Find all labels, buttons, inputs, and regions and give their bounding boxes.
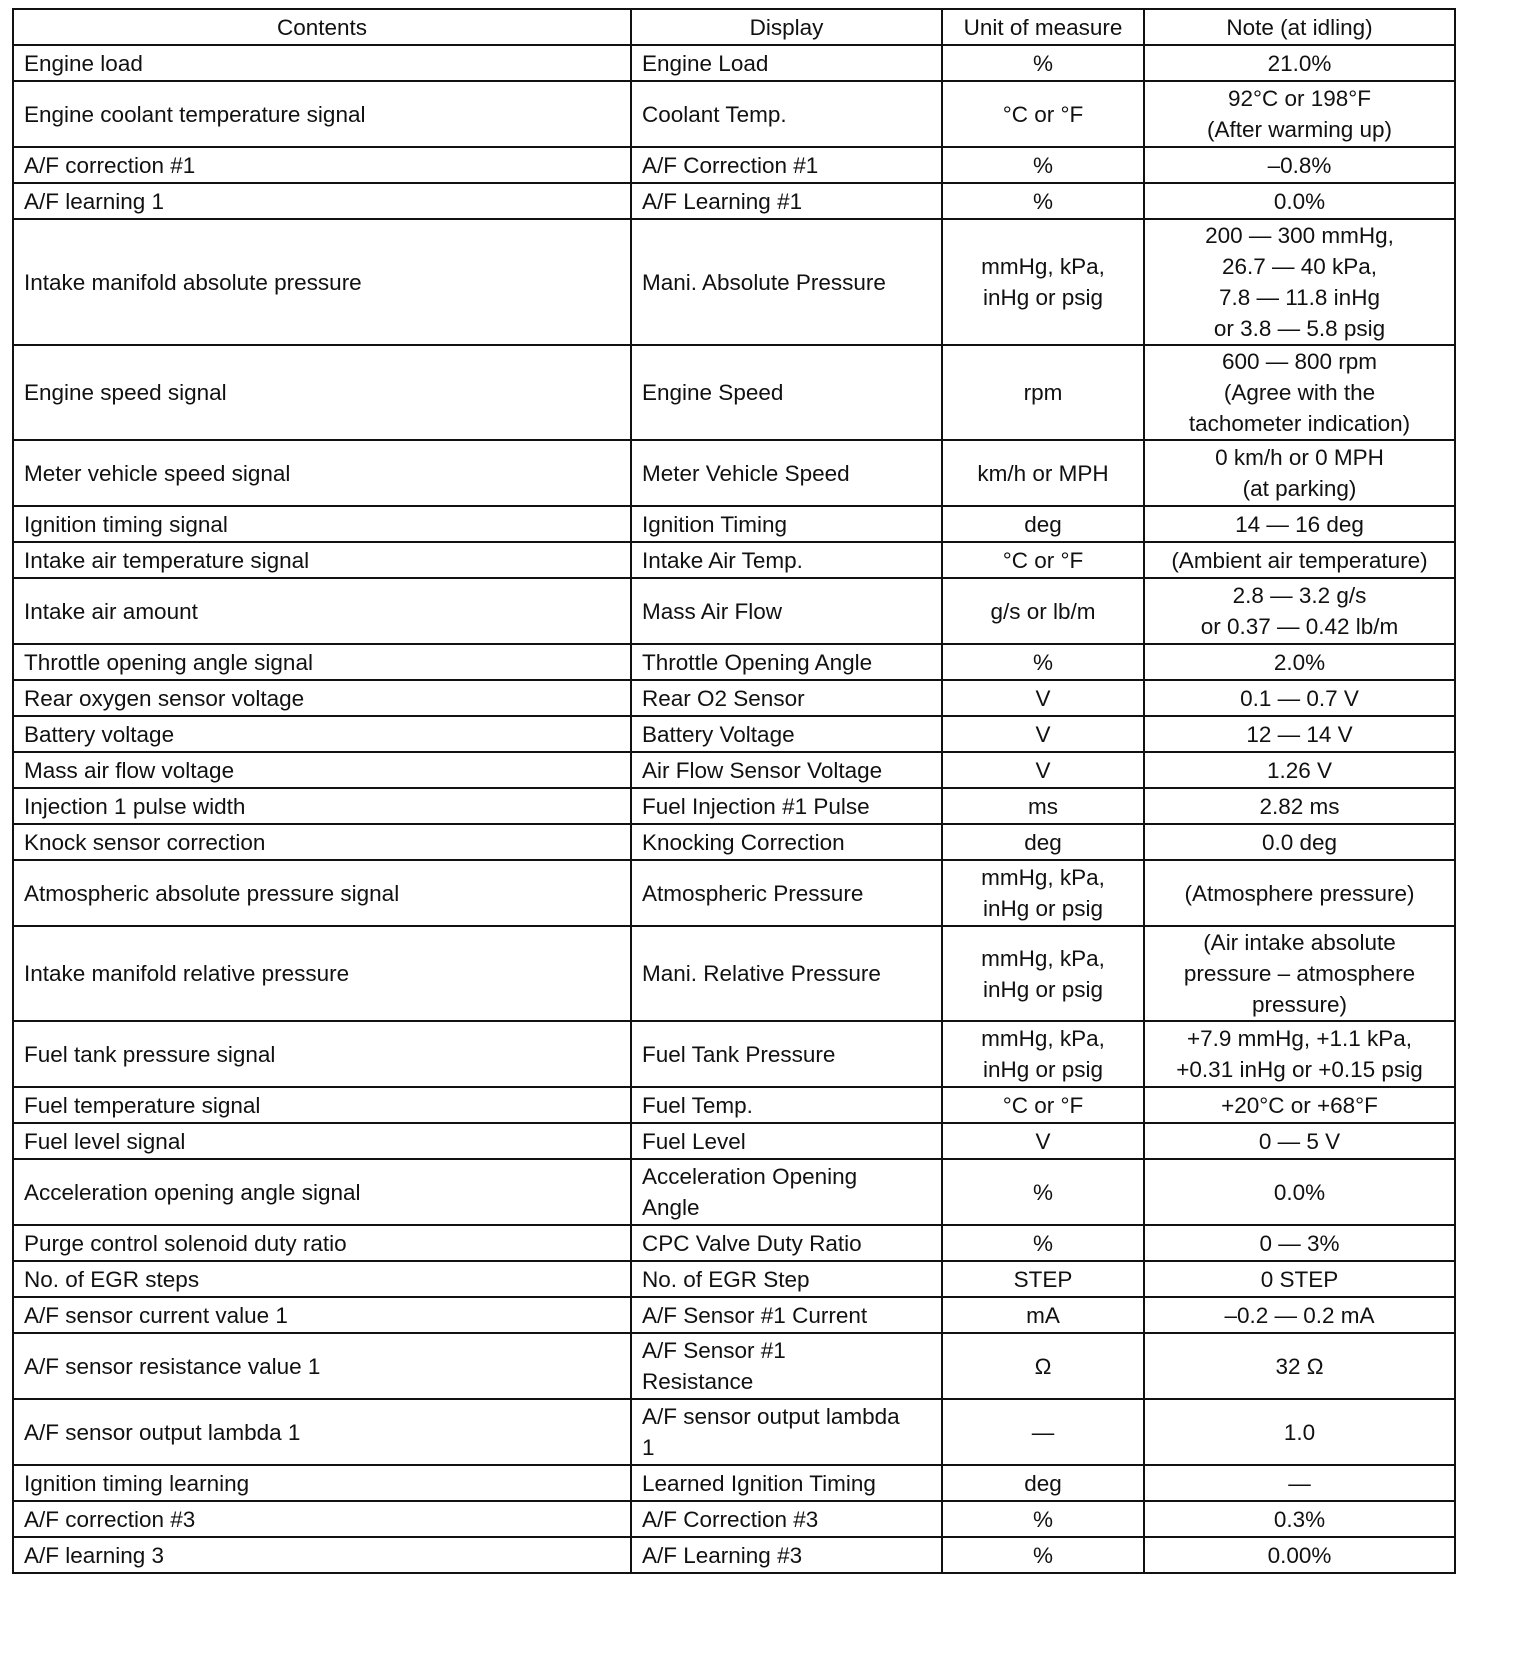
cell-display: Ignition Timing: [631, 506, 942, 542]
table-row: [13, 1399, 1455, 1465]
cell-display: Air Flow Sensor Voltage: [631, 752, 942, 788]
cell-unit: °C or °F: [942, 81, 1144, 147]
table-row: [13, 788, 1455, 824]
cell-contents: Engine coolant temperature signal: [13, 81, 631, 147]
cell-contents: Battery voltage: [13, 716, 631, 752]
cell-contents: Acceleration opening angle signal: [13, 1159, 631, 1225]
cell-note: 2.82 ms: [1144, 788, 1455, 824]
table-row: [13, 1297, 1455, 1333]
cell-contents: Throttle opening angle signal: [13, 644, 631, 680]
cell-contents: Meter vehicle speed signal: [13, 440, 631, 506]
cell-display: Mani. Relative Pressure: [631, 926, 942, 1021]
cell-note: 0 — 3%: [1144, 1225, 1455, 1261]
cell-display: No. of EGR Step: [631, 1261, 942, 1297]
cell-display: Fuel Temp.: [631, 1087, 942, 1123]
table-row: [13, 752, 1455, 788]
table-row: [13, 345, 1455, 440]
cell-display: Meter Vehicle Speed: [631, 440, 942, 506]
cell-note: —: [1144, 1465, 1455, 1501]
cell-contents: Engine load: [13, 45, 631, 81]
cell-unit: g/s or lb/m: [942, 578, 1144, 644]
cell-display: A/F Learning #1: [631, 183, 942, 219]
cell-note: 1.26 V: [1144, 752, 1455, 788]
cell-display: Intake Air Temp.: [631, 542, 942, 578]
cell-display: Mani. Absolute Pressure: [631, 219, 942, 345]
cell-note: 0.3%: [1144, 1501, 1455, 1537]
cell-note: 21.0%: [1144, 45, 1455, 81]
table-row: [13, 1225, 1455, 1261]
cell-note: 14 — 16 deg: [1144, 506, 1455, 542]
cell-display: Rear O2 Sensor: [631, 680, 942, 716]
cell-note: 12 — 14 V: [1144, 716, 1455, 752]
cell-contents: Rear oxygen sensor voltage: [13, 680, 631, 716]
cell-note: +7.9 mmHg, +1.1 kPa, +0.31 inHg or +0.15 psig: [1144, 1021, 1455, 1087]
table-row: [13, 1087, 1455, 1123]
cell-contents: Ignition timing learning: [13, 1465, 631, 1501]
cell-unit: %: [942, 147, 1144, 183]
cell-display: Fuel Injection #1 Pulse: [631, 788, 942, 824]
cell-note: 0 STEP: [1144, 1261, 1455, 1297]
cell-unit: ms: [942, 788, 1144, 824]
cell-note: 0.0%: [1144, 183, 1455, 219]
cell-contents: A/F sensor output lambda 1: [13, 1399, 631, 1465]
cell-unit: V: [942, 1123, 1144, 1159]
cell-display: Coolant Temp.: [631, 81, 942, 147]
table-row: [13, 1159, 1455, 1225]
table-row: [13, 183, 1455, 219]
cell-contents: A/F correction #1: [13, 147, 631, 183]
cell-note: (Air intake absolute pressure – atmosphere pressure): [1144, 926, 1455, 1021]
cell-contents: Fuel temperature signal: [13, 1087, 631, 1123]
cell-note: 600 — 800 rpm (Agree with the tachometer indication): [1144, 345, 1455, 440]
cell-unit: rpm: [942, 345, 1144, 440]
cell-display: A/F Sensor #1 Current: [631, 1297, 942, 1333]
cell-display: Learned Ignition Timing: [631, 1465, 942, 1501]
header-display: Display: [631, 9, 942, 45]
cell-contents: A/F correction #3: [13, 1501, 631, 1537]
cell-unit: km/h or MPH: [942, 440, 1144, 506]
cell-unit: Ω: [942, 1333, 1144, 1399]
cell-unit: °C or °F: [942, 542, 1144, 578]
cell-unit: V: [942, 680, 1144, 716]
cell-unit: %: [942, 1537, 1144, 1573]
table-row: [13, 1021, 1455, 1087]
cell-note: 0.0%: [1144, 1159, 1455, 1225]
cell-contents: Intake manifold absolute pressure: [13, 219, 631, 345]
cell-note: 0.0 deg: [1144, 824, 1455, 860]
table-row: [13, 680, 1455, 716]
table-row: [13, 506, 1455, 542]
cell-note: (Atmosphere pressure): [1144, 860, 1455, 926]
cell-contents: No. of EGR steps: [13, 1261, 631, 1297]
table-row: [13, 860, 1455, 926]
cell-unit: %: [942, 644, 1144, 680]
cell-contents: Mass air flow voltage: [13, 752, 631, 788]
cell-note: –0.2 — 0.2 mA: [1144, 1297, 1455, 1333]
cell-note: 0 km/h or 0 MPH (at parking): [1144, 440, 1455, 506]
header-unit: Unit of measure: [942, 9, 1144, 45]
cell-note: 0.1 — 0.7 V: [1144, 680, 1455, 716]
cell-note: 0 — 5 V: [1144, 1123, 1455, 1159]
cell-unit: deg: [942, 824, 1144, 860]
cell-unit: mmHg, kPa, inHg or psig: [942, 219, 1144, 345]
data-table-page: [12, 8, 1454, 1574]
table-row: [13, 716, 1455, 752]
table-row: [13, 1261, 1455, 1297]
cell-display: A/F Correction #1: [631, 147, 942, 183]
cell-contents: Injection 1 pulse width: [13, 788, 631, 824]
table-row: [13, 1465, 1455, 1501]
cell-unit: deg: [942, 1465, 1144, 1501]
table-row: [13, 578, 1455, 644]
cell-display: Mass Air Flow: [631, 578, 942, 644]
cell-unit: %: [942, 183, 1144, 219]
cell-contents: Purge control solenoid duty ratio: [13, 1225, 631, 1261]
cell-unit: mA: [942, 1297, 1144, 1333]
cell-note: +20°C or +68°F: [1144, 1087, 1455, 1123]
table-row: [13, 219, 1455, 345]
cell-display: CPC Valve Duty Ratio: [631, 1225, 942, 1261]
table-header-row: [13, 9, 1455, 45]
header-note: Note (at idling): [1144, 9, 1455, 45]
cell-display: Atmospheric Pressure: [631, 860, 942, 926]
table-row: [13, 1501, 1455, 1537]
cell-display: A/F Sensor #1 Resistance: [631, 1333, 942, 1399]
table-row: [13, 1333, 1455, 1399]
cell-note: 2.0%: [1144, 644, 1455, 680]
cell-contents: Ignition timing signal: [13, 506, 631, 542]
cell-note: 0.00%: [1144, 1537, 1455, 1573]
cell-display: Acceleration Opening Angle: [631, 1159, 942, 1225]
table-row: [13, 926, 1455, 1021]
cell-display: A/F sensor output lambda 1: [631, 1399, 942, 1465]
cell-unit: V: [942, 752, 1144, 788]
cell-note: 32 Ω: [1144, 1333, 1455, 1399]
table-row: [13, 824, 1455, 860]
cell-contents: Engine speed signal: [13, 345, 631, 440]
cell-contents: Intake air amount: [13, 578, 631, 644]
table-row: [13, 1123, 1455, 1159]
cell-contents: A/F sensor current value 1: [13, 1297, 631, 1333]
cell-contents: A/F learning 1: [13, 183, 631, 219]
cell-unit: %: [942, 1159, 1144, 1225]
cell-unit: %: [942, 1501, 1144, 1537]
cell-unit: —: [942, 1399, 1144, 1465]
data-monitor-table: [12, 8, 1456, 1574]
cell-note: –0.8%: [1144, 147, 1455, 183]
table-row: [13, 1537, 1455, 1573]
cell-display: Fuel Level: [631, 1123, 942, 1159]
cell-contents: Intake manifold relative pressure: [13, 926, 631, 1021]
cell-display: A/F Correction #3: [631, 1501, 942, 1537]
cell-display: Engine Speed: [631, 345, 942, 440]
cell-unit: mmHg, kPa, inHg or psig: [942, 1021, 1144, 1087]
cell-contents: A/F sensor resistance value 1: [13, 1333, 631, 1399]
cell-display: Fuel Tank Pressure: [631, 1021, 942, 1087]
cell-contents: Intake air temperature signal: [13, 542, 631, 578]
cell-unit: mmHg, kPa, inHg or psig: [942, 926, 1144, 1021]
cell-note: (Ambient air temperature): [1144, 542, 1455, 578]
table-row: [13, 440, 1455, 506]
cell-contents: Fuel tank pressure signal: [13, 1021, 631, 1087]
cell-display: A/F Learning #3: [631, 1537, 942, 1573]
cell-unit: °C or °F: [942, 1087, 1144, 1123]
cell-display: Knocking Correction: [631, 824, 942, 860]
header-contents: Contents: [13, 9, 631, 45]
cell-contents: Fuel level signal: [13, 1123, 631, 1159]
cell-note: 2.8 — 3.2 g/s or 0.37 — 0.42 lb/m: [1144, 578, 1455, 644]
table-row: [13, 147, 1455, 183]
cell-note: 1.0: [1144, 1399, 1455, 1465]
table-row: [13, 45, 1455, 81]
cell-unit: deg: [942, 506, 1144, 542]
cell-display: Throttle Opening Angle: [631, 644, 942, 680]
cell-contents: A/F learning 3: [13, 1537, 631, 1573]
cell-display: Engine Load: [631, 45, 942, 81]
cell-unit: %: [942, 1225, 1144, 1261]
table-row: [13, 644, 1455, 680]
cell-unit: V: [942, 716, 1144, 752]
cell-contents: Knock sensor correction: [13, 824, 631, 860]
cell-unit: %: [942, 45, 1144, 81]
cell-unit: STEP: [942, 1261, 1144, 1297]
cell-note: 200 — 300 mmHg, 26.7 — 40 kPa, 7.8 — 11.8 inHg or 3.8 — 5.8 psig: [1144, 219, 1455, 345]
table-row: [13, 542, 1455, 578]
cell-unit: mmHg, kPa, inHg or psig: [942, 860, 1144, 926]
cell-contents: Atmospheric absolute pressure signal: [13, 860, 631, 926]
cell-display: Battery Voltage: [631, 716, 942, 752]
table-row: [13, 81, 1455, 147]
cell-note: 92°C or 198°F (After warming up): [1144, 81, 1455, 147]
